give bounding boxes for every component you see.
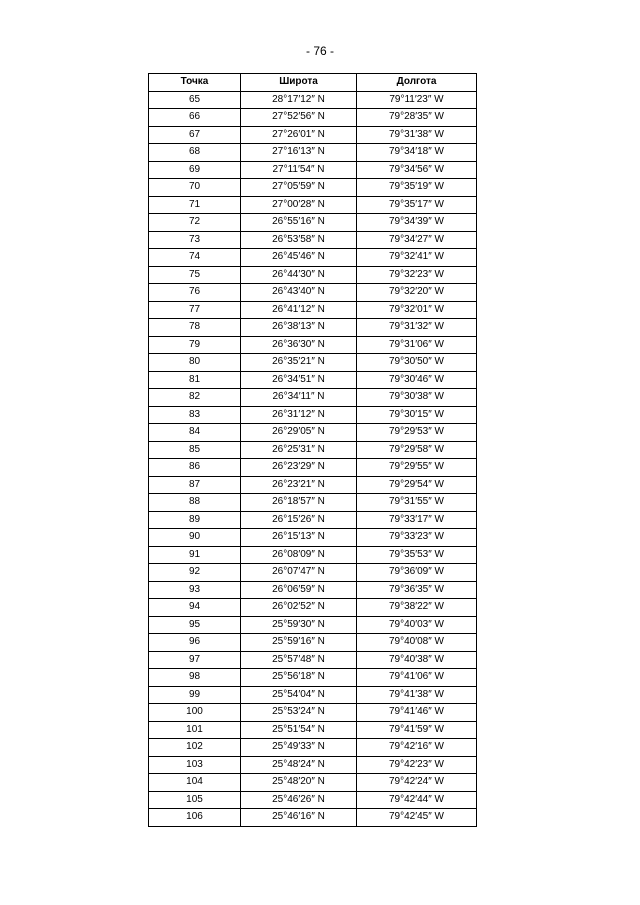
table-row: [149, 494, 477, 512]
latitude-cell: 25°46′26″ N: [241, 791, 357, 809]
point-cell: 75: [149, 266, 241, 284]
latitude-cell: 26°15′13″ N: [241, 529, 357, 547]
point-cell: 101: [149, 721, 241, 739]
latitude-cell: 26°41′12″ N: [241, 301, 357, 319]
latitude-cell: 25°46′16″ N: [241, 809, 357, 827]
latitude-cell: 25°59′30″ N: [241, 616, 357, 634]
table-row: [149, 389, 477, 407]
latitude-cell: 26°55′16″ N: [241, 214, 357, 232]
longitude-cell: 79°36′09″ W: [357, 564, 477, 582]
longitude-cell: 79°33′23″ W: [357, 529, 477, 547]
point-cell: 67: [149, 126, 241, 144]
longitude-cell: 79°31′32″ W: [357, 319, 477, 337]
table-row: [149, 511, 477, 529]
latitude-cell: 25°54′04″ N: [241, 686, 357, 704]
latitude-cell: 25°56′18″ N: [241, 669, 357, 687]
table-row: [149, 686, 477, 704]
latitude-cell: 26°25′31″ N: [241, 441, 357, 459]
latitude-cell: 25°48′20″ N: [241, 774, 357, 792]
longitude-cell: 79°32′01″ W: [357, 301, 477, 319]
longitude-cell: 79°32′20″ W: [357, 284, 477, 302]
table-row: [149, 231, 477, 249]
longitude-cell: 79°35′53″ W: [357, 546, 477, 564]
latitude-cell: 26°08′09″ N: [241, 546, 357, 564]
table-row: [149, 599, 477, 617]
latitude-cell: 27°16′13″ N: [241, 144, 357, 162]
longitude-cell: 79°29′58″ W: [357, 441, 477, 459]
column-header-latitude: Широта: [241, 74, 357, 92]
table-row: [149, 161, 477, 179]
latitude-cell: 26°36′30″ N: [241, 336, 357, 354]
latitude-cell: 26°43′40″ N: [241, 284, 357, 302]
longitude-cell: 79°30′15″ W: [357, 406, 477, 424]
table-row: [149, 756, 477, 774]
table-row: [149, 791, 477, 809]
latitude-cell: 26°31′12″ N: [241, 406, 357, 424]
longitude-cell: 79°11′23″ W: [357, 91, 477, 109]
table-row: [149, 809, 477, 827]
table-body: [149, 91, 477, 826]
table-row: [149, 739, 477, 757]
longitude-cell: 79°41′59″ W: [357, 721, 477, 739]
latitude-cell: 26°44′30″ N: [241, 266, 357, 284]
longitude-cell: 79°32′41″ W: [357, 249, 477, 267]
point-cell: 90: [149, 529, 241, 547]
longitude-cell: 79°33′17″ W: [357, 511, 477, 529]
latitude-cell: 25°51′54″ N: [241, 721, 357, 739]
point-cell: 73: [149, 231, 241, 249]
point-cell: 95: [149, 616, 241, 634]
longitude-cell: 79°30′46″ W: [357, 371, 477, 389]
table-row: [149, 546, 477, 564]
longitude-cell: 79°35′19″ W: [357, 179, 477, 197]
latitude-cell: 26°38′13″ N: [241, 319, 357, 337]
longitude-cell: 79°34′27″ W: [357, 231, 477, 249]
point-cell: 81: [149, 371, 241, 389]
table-row: [149, 441, 477, 459]
point-cell: 89: [149, 511, 241, 529]
point-cell: 103: [149, 756, 241, 774]
point-cell: 93: [149, 581, 241, 599]
point-cell: 77: [149, 301, 241, 319]
longitude-cell: 79°32′23″ W: [357, 266, 477, 284]
latitude-cell: 25°53′24″ N: [241, 704, 357, 722]
table-row: [149, 249, 477, 267]
table-row: [149, 109, 477, 127]
latitude-cell: 25°49′33″ N: [241, 739, 357, 757]
point-cell: 91: [149, 546, 241, 564]
table-row: [149, 126, 477, 144]
table-row: [149, 214, 477, 232]
table-row: [149, 144, 477, 162]
point-cell: 100: [149, 704, 241, 722]
table-row: [149, 774, 477, 792]
table-row: [149, 406, 477, 424]
longitude-cell: 79°42′24″ W: [357, 774, 477, 792]
latitude-cell: 26°45′46″ N: [241, 249, 357, 267]
latitude-cell: 25°59′16″ N: [241, 634, 357, 652]
latitude-cell: 27°52′56″ N: [241, 109, 357, 127]
table-row: [149, 319, 477, 337]
table-row: [149, 581, 477, 599]
table-row: [149, 529, 477, 547]
point-cell: 99: [149, 686, 241, 704]
latitude-cell: 26°23′21″ N: [241, 476, 357, 494]
table-row: [149, 651, 477, 669]
latitude-cell: 26°23′29″ N: [241, 459, 357, 477]
table-row: [149, 336, 477, 354]
point-cell: 104: [149, 774, 241, 792]
longitude-cell: 79°41′38″ W: [357, 686, 477, 704]
point-cell: 92: [149, 564, 241, 582]
longitude-cell: 79°41′46″ W: [357, 704, 477, 722]
point-cell: 76: [149, 284, 241, 302]
point-cell: 102: [149, 739, 241, 757]
longitude-cell: 79°41′06″ W: [357, 669, 477, 687]
table-row: [149, 371, 477, 389]
longitude-cell: 79°42′16″ W: [357, 739, 477, 757]
longitude-cell: 79°40′08″ W: [357, 634, 477, 652]
latitude-cell: 25°57′48″ N: [241, 651, 357, 669]
point-cell: 96: [149, 634, 241, 652]
point-cell: 106: [149, 809, 241, 827]
longitude-cell: 79°42′44″ W: [357, 791, 477, 809]
longitude-cell: 79°31′38″ W: [357, 126, 477, 144]
table-row: [149, 354, 477, 372]
column-header-longitude: Долгота: [357, 74, 477, 92]
longitude-cell: 79°29′54″ W: [357, 476, 477, 494]
latitude-cell: 28°17′12″ N: [241, 91, 357, 109]
table-row: [149, 721, 477, 739]
longitude-cell: 79°34′18″ W: [357, 144, 477, 162]
coordinates-table: [148, 73, 477, 827]
table-row: [149, 459, 477, 477]
table-header-row: [149, 74, 477, 92]
longitude-cell: 79°40′03″ W: [357, 616, 477, 634]
table-row: [149, 424, 477, 442]
table-row: [149, 669, 477, 687]
longitude-cell: 79°31′55″ W: [357, 494, 477, 512]
table-row: [149, 284, 477, 302]
longitude-cell: 79°28′35″ W: [357, 109, 477, 127]
longitude-cell: 79°30′38″ W: [357, 389, 477, 407]
point-cell: 74: [149, 249, 241, 267]
longitude-cell: 79°40′38″ W: [357, 651, 477, 669]
table-row: [149, 196, 477, 214]
latitude-cell: 27°00′28″ N: [241, 196, 357, 214]
table-row: [149, 616, 477, 634]
point-cell: 78: [149, 319, 241, 337]
latitude-cell: 26°18′57″ N: [241, 494, 357, 512]
table-row: [149, 704, 477, 722]
point-cell: 65: [149, 91, 241, 109]
point-cell: 97: [149, 651, 241, 669]
point-cell: 94: [149, 599, 241, 617]
point-cell: 70: [149, 179, 241, 197]
latitude-cell: 26°29′05″ N: [241, 424, 357, 442]
table-row: [149, 91, 477, 109]
longitude-cell: 79°34′56″ W: [357, 161, 477, 179]
point-cell: 98: [149, 669, 241, 687]
latitude-cell: 27°05′59″ N: [241, 179, 357, 197]
page-number: - 76 -: [305, 44, 334, 58]
latitude-cell: 26°35′21″ N: [241, 354, 357, 372]
longitude-cell: 79°30′50″ W: [357, 354, 477, 372]
point-cell: 82: [149, 389, 241, 407]
point-cell: 84: [149, 424, 241, 442]
latitude-cell: 26°53′58″ N: [241, 231, 357, 249]
longitude-cell: 79°42′45″ W: [357, 809, 477, 827]
latitude-cell: 26°34′11″ N: [241, 389, 357, 407]
point-cell: 72: [149, 214, 241, 232]
latitude-cell: 27°11′54″ N: [241, 161, 357, 179]
latitude-cell: 26°06′59″ N: [241, 581, 357, 599]
point-cell: 88: [149, 494, 241, 512]
table-row: [149, 634, 477, 652]
longitude-cell: 79°29′53″ W: [357, 424, 477, 442]
table-row: [149, 564, 477, 582]
longitude-cell: 79°38′22″ W: [357, 599, 477, 617]
point-cell: 86: [149, 459, 241, 477]
table-row: [149, 266, 477, 284]
latitude-cell: 26°34′51″ N: [241, 371, 357, 389]
longitude-cell: 79°31′06″ W: [357, 336, 477, 354]
latitude-cell: 25°48′24″ N: [241, 756, 357, 774]
point-cell: 85: [149, 441, 241, 459]
longitude-cell: 79°34′39″ W: [357, 214, 477, 232]
table-row: [149, 301, 477, 319]
column-header-point: Точка: [149, 74, 241, 92]
table-row: [149, 476, 477, 494]
point-cell: 80: [149, 354, 241, 372]
longitude-cell: 79°35′17″ W: [357, 196, 477, 214]
latitude-cell: 27°26′01″ N: [241, 126, 357, 144]
point-cell: 79: [149, 336, 241, 354]
point-cell: 71: [149, 196, 241, 214]
point-cell: 68: [149, 144, 241, 162]
longitude-cell: 79°42′23″ W: [357, 756, 477, 774]
point-cell: 83: [149, 406, 241, 424]
point-cell: 87: [149, 476, 241, 494]
longitude-cell: 79°29′55″ W: [357, 459, 477, 477]
latitude-cell: 26°07′47″ N: [241, 564, 357, 582]
point-cell: 105: [149, 791, 241, 809]
table-row: [149, 179, 477, 197]
longitude-cell: 79°36′35″ W: [357, 581, 477, 599]
point-cell: 66: [149, 109, 241, 127]
latitude-cell: 26°15′26″ N: [241, 511, 357, 529]
latitude-cell: 26°02′52″ N: [241, 599, 357, 617]
point-cell: 69: [149, 161, 241, 179]
